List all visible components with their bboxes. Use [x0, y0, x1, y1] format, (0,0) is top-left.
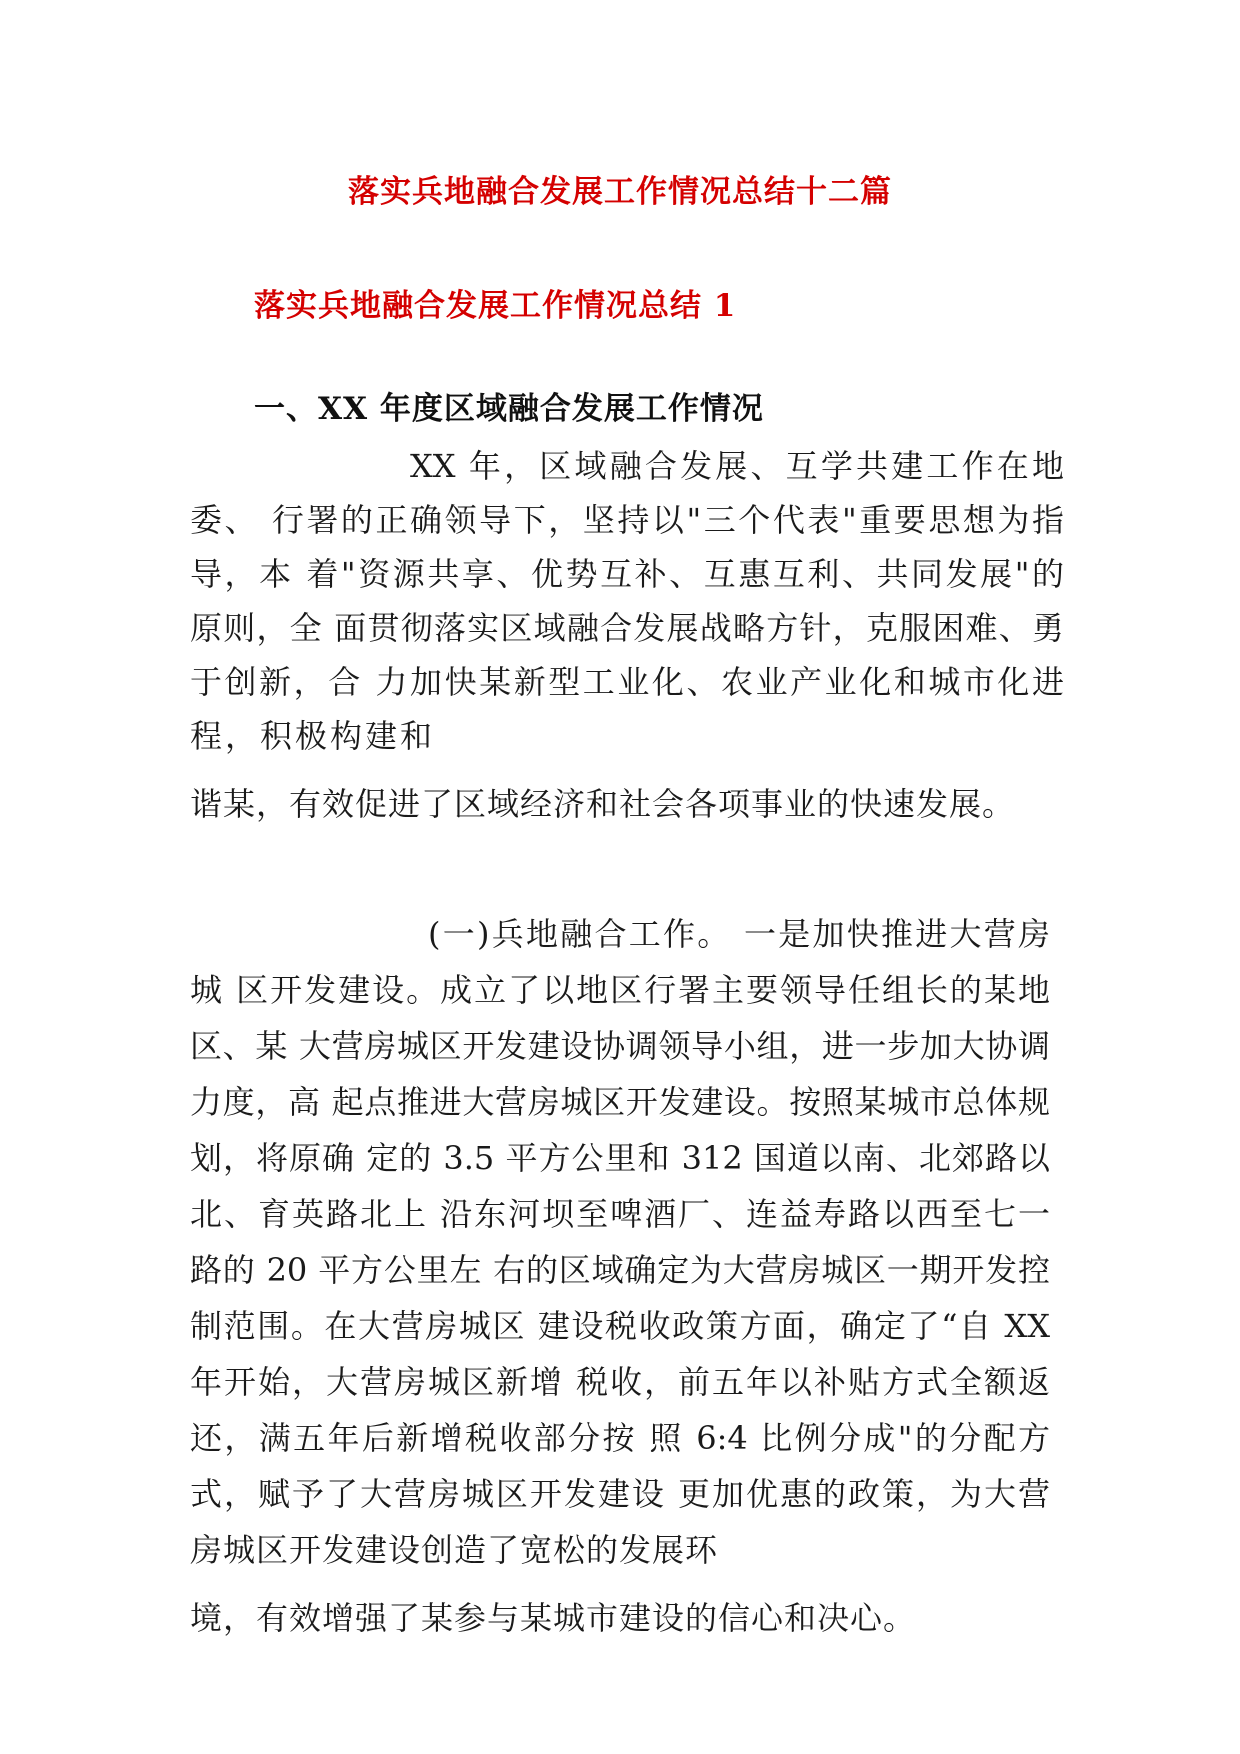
document-title: 落实兵地融合发展工作情况总结十二篇 [348, 174, 892, 210]
paragraph-line: 北、育英路北上 沿东河坝至啤酒厂、连益寿路以西至七一 [190, 1195, 1050, 1233]
paragraph-line: 城 区开发建设。成立了以地区行署主要领导任组长的某地 [190, 971, 1050, 1009]
paragraph-line: 房城区开发建设创造了宽松的发展环 [190, 1531, 719, 1569]
paragraph-line: (一)兵地融合工作。 一是加快推进大营房 [428, 915, 1050, 953]
paragraph-line: 原则，全 面贯彻落实区域融合发展战略方针，克服困难、勇 [190, 609, 1064, 647]
section-heading: 一、XX 年度区域融合发展工作情况 [254, 391, 764, 427]
paragraph-line: 委、 行署的正确领导下，坚持以"三个代表"重要思想为指 [190, 501, 1064, 539]
paragraph-line: 谐某，有效促进了区域经济和社会各项事业的快速发展。 [190, 785, 1016, 823]
section-title: 落实兵地融合发展工作情况总结 1 [254, 288, 737, 324]
paragraph-line: 年开始，大营房城区新增 税收，前五年以补贴方式全额返 [190, 1363, 1050, 1401]
paragraph-line: 制范围。在大营房城区 建设税收政策方面，确定了“自 XX [190, 1307, 1050, 1345]
paragraph-line: 式，赋予了大营房城区开发建设 更加优惠的政策，为大营 [190, 1475, 1050, 1513]
paragraph-line: XX 年，区域融合发展、互学共建工作在地 [410, 447, 1064, 485]
paragraph-line: 境，有效增强了某参与某城市建设的信心和决心。 [190, 1599, 917, 1637]
paragraph-line: 于创新，合 力加快某新型工业化、农业产业化和城市化进 [190, 663, 1064, 701]
paragraph-line: 路的 20 平方公里左 右的区域确定为大营房城区一期开发控 [190, 1251, 1050, 1289]
paragraph-line: 力度，高 起点推进大营房城区开发建设。按照某城市总体规 [190, 1083, 1050, 1121]
paragraph-line: 区、某 大营房城区开发建设协调领导小组，进一步加大协调 [190, 1027, 1050, 1065]
paragraph-line: 划，将原确 定的 3.5 平方公里和 312 国道以南、北郊路以 [190, 1139, 1050, 1177]
paragraph-line: 程，积极构建和 [190, 717, 436, 755]
paragraph-line: 还，满五年后新增税收部分按 照 6:4 比例分成"的分配方 [190, 1419, 1050, 1457]
paragraph-line: 导，本 着"资源共享、优势互补、互惠互利、共同发展"的 [190, 555, 1064, 593]
